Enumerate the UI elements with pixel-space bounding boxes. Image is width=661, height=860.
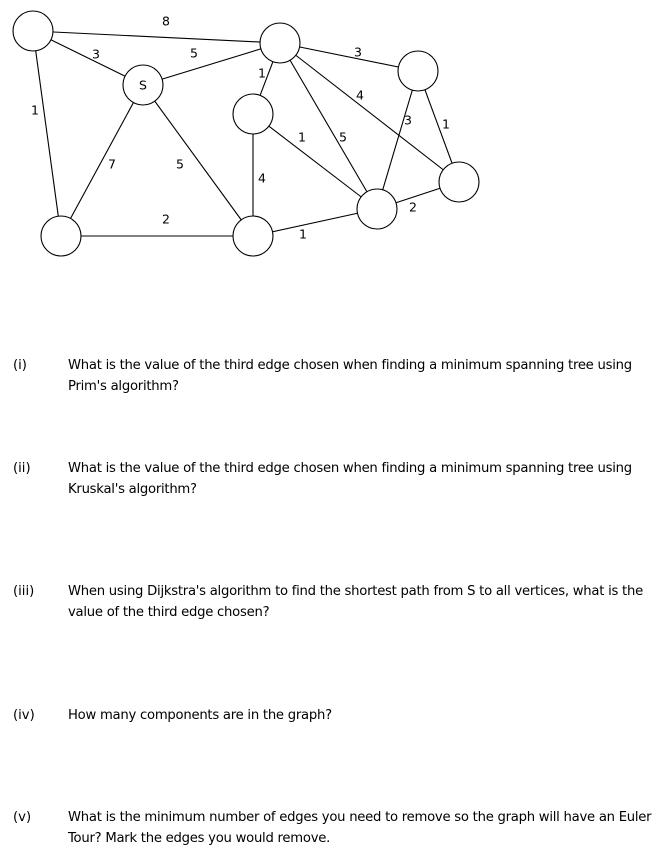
edge-weight-label: 4 — [356, 87, 364, 103]
edge-weight-label: 3 — [354, 44, 362, 60]
edge-a-b — [33, 31, 280, 43]
edge-weight-label: 1 — [31, 102, 39, 118]
node-g — [41, 216, 81, 256]
edge-weight-label: 1 — [442, 116, 450, 132]
node-e — [439, 162, 479, 202]
node-h — [233, 216, 273, 256]
edge-weight-label: 4 — [258, 170, 266, 186]
edge-weight-label: 1 — [298, 129, 306, 145]
node-f — [357, 189, 397, 229]
edge-weight-label: 1 — [258, 65, 266, 81]
question-text: What is the minimum number of edges you need to remove so the graph will have an Euler Tour? Mark the edges you would remove. — [68, 810, 652, 846]
graph-diagram — [0, 0, 661, 270]
edge-weight-label: 3 — [404, 112, 412, 128]
edge-d-f — [253, 114, 377, 209]
edge-weight-label: 1 — [299, 226, 307, 242]
edge-c-f — [377, 71, 418, 209]
edge-weight-label: 2 — [162, 211, 170, 227]
edge-weight-label: 7 — [108, 156, 116, 172]
node-d — [233, 94, 273, 134]
question-number: (iv) — [13, 708, 35, 723]
edge-weight-label: 8 — [162, 13, 170, 29]
node-label: S — [139, 77, 147, 93]
question-number: (ii) — [13, 461, 31, 476]
node-c — [398, 51, 438, 91]
edge-b-c — [280, 43, 418, 71]
question-text: What is the value of the third edge chosen when finding a minimum spanning tree using Kruskal's algorithm? — [68, 461, 632, 497]
question-text: When using Dijkstra's algorithm to find the shortest path from S to all vertices, what is the value of the third edge chosen? — [68, 584, 643, 620]
edge-a-g — [33, 31, 61, 236]
question-text: How many components are in the graph? — [68, 708, 332, 723]
node-a — [13, 11, 53, 51]
edge-weight-label: 2 — [409, 199, 417, 215]
edge-weight-label: 3 — [92, 46, 100, 62]
edge-weight-label: 5 — [339, 129, 347, 145]
question-number: (v) — [13, 810, 32, 825]
edge-b-f — [280, 43, 377, 209]
question-number: (i) — [13, 358, 27, 373]
question-text: What is the value of the third edge chosen when finding a minimum spanning tree using Prim's algorithm? — [68, 358, 632, 394]
node-b — [260, 23, 300, 63]
edge-weight-label: 5 — [190, 45, 198, 61]
question-number: (iii) — [13, 584, 35, 599]
edge-weight-label: 5 — [176, 156, 184, 172]
edge-s-g — [61, 85, 143, 236]
